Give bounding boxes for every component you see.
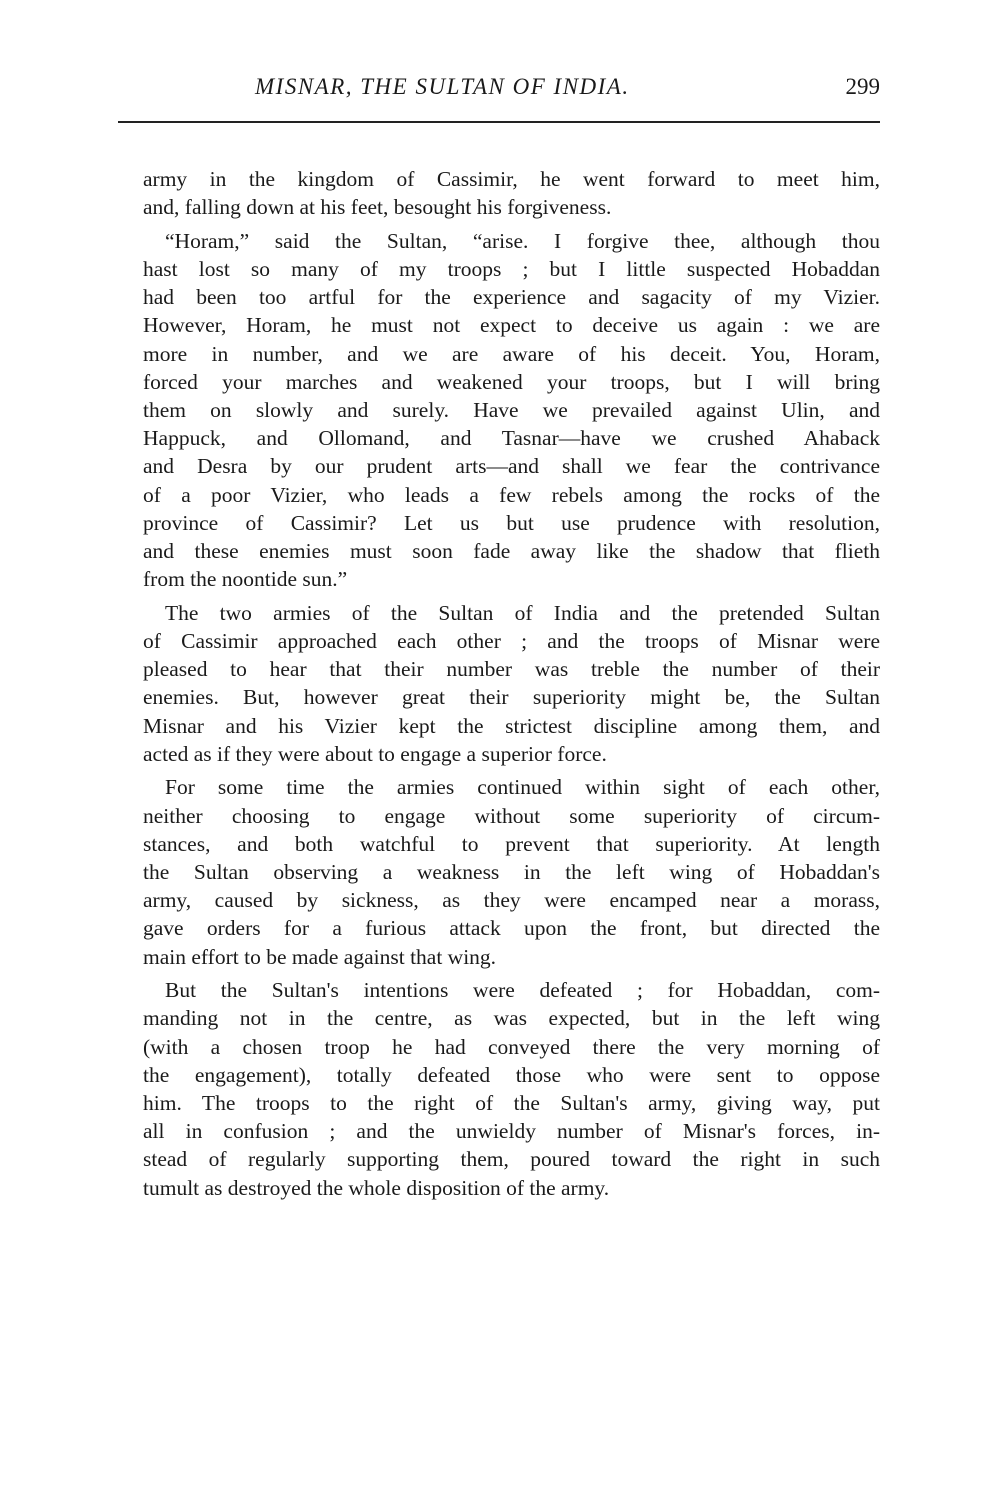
text-line: province of Cassimir? Let us but use prudence with resolution,	[143, 510, 880, 535]
text-line: army in the kingdom of Cassimir, he went forward to meet him,	[143, 167, 880, 191]
text-line: them on slowly and surely. Have we prevailed against Ulin, and	[143, 398, 880, 422]
paragraph	[143, 227, 880, 593]
page-body	[143, 165, 880, 1207]
paragraph	[143, 165, 880, 221]
text-line: gave orders for a furious attack upon the front, but directed the	[143, 916, 880, 941]
paragraph	[143, 599, 880, 768]
text-line: For some time the armies continued within sight of each other,	[165, 775, 880, 800]
text-line: enemies. But, however great their superiority might be, the Sultan	[143, 685, 880, 710]
page-number: 299	[845, 74, 880, 99]
text-line: stances, and both watchful to prevent that superiority. At length	[143, 831, 880, 856]
text-line: had been too artful for the experience and sagacity of my Vizier.	[143, 285, 880, 310]
text-line: the engagement), totally defeated those who were sent to oppose	[143, 1062, 880, 1087]
text-line: acted as if they were about to engage a superior force.	[143, 741, 607, 766]
text-line: Happuck, and Ollomand, and Tasnar—have we crushed Ahaback	[143, 426, 880, 451]
text-line: all in confusion ; and the unwieldy number of Misnar's forces, in-	[143, 1119, 880, 1144]
text-line: pleased to hear that their number was treble the number of their	[143, 657, 880, 682]
running-header	[143, 74, 880, 110]
running-title: MISNAR, THE SULTAN OF INDIA.	[255, 74, 630, 99]
text-line: (with a chosen troop he had conveyed there the very morning of	[143, 1034, 880, 1059]
paragraph	[143, 773, 880, 970]
text-line: The two armies of the Sultan of India and the pretended Sultan	[165, 600, 880, 625]
paragraph	[143, 976, 880, 1202]
text-line: more in number, and we are aware of his deceit. You, Horam,	[143, 341, 880, 366]
text-line: and these enemies must soon fade away like the shadow that flieth	[143, 538, 880, 563]
text-line: neither choosing to engage without some superiority of circum-	[143, 803, 880, 828]
text-line: from the noontide sun.”	[143, 567, 348, 592]
text-line: However, Horam, he must not expect to deceive us again : we are	[143, 313, 880, 338]
text-line: Misnar and his Vizier kept the strictest discipline among them, and	[143, 713, 880, 738]
text-line: of Cassimir approached each other ; and the troops of Misnar were	[143, 629, 880, 653]
text-line: “Horam,” said the Sultan, “arise. I forgive thee, although thou	[165, 228, 880, 253]
text-line: tumult as destroyed the whole disposition of the army.	[143, 1175, 610, 1200]
text-line: the Sultan observing a weakness in the left wing of Hobaddan's	[143, 860, 880, 884]
text-line: manding not in the centre, as was expected, but in the left wing	[143, 1006, 880, 1031]
text-line: and Desra by our prudent arts—and shall we fear the contrivance	[143, 454, 880, 479]
text-line: main effort to be made against that wing.	[143, 944, 497, 969]
text-line: forced your marches and weakened your troops, but I will bring	[143, 369, 880, 394]
text-line: and, falling down at his feet, besought his forgiveness.	[143, 195, 612, 220]
header-rule	[118, 121, 880, 123]
text-line: army, caused by sickness, as they were encamped near a morass,	[143, 888, 880, 913]
text-line: hast lost so many of my troops ; but I little suspected Hobaddan	[143, 257, 880, 282]
text-line: of a poor Vizier, who leads a few rebels among the rocks of the	[143, 482, 880, 507]
text-line: him. The troops to the right of the Sultan's army, giving way, put	[143, 1091, 880, 1115]
text-line: But the Sultan's intentions were defeated ; for Hobaddan, com-	[165, 978, 880, 1003]
text-line: stead of regularly supporting them, poured toward the right in such	[143, 1147, 880, 1172]
